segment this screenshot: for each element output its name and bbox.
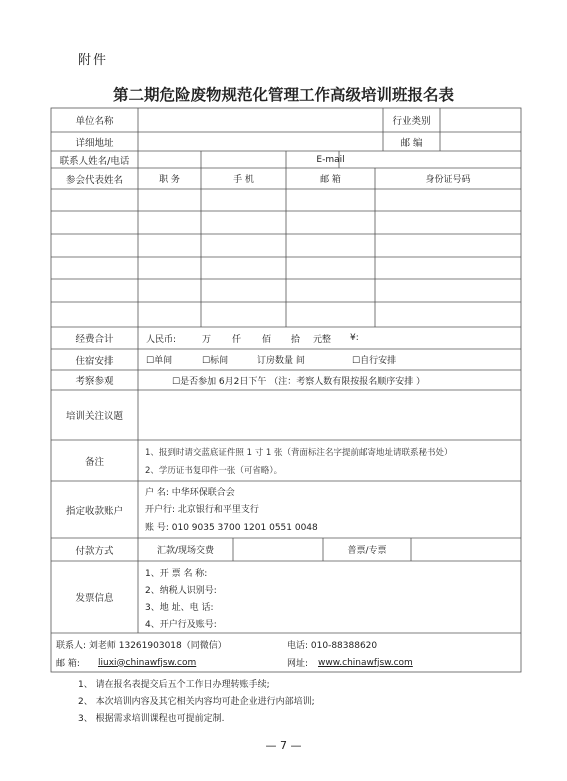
postcode-label: 邮 编 [400, 137, 423, 149]
contact-web-prefix: 网址: [287, 659, 309, 669]
account-name: 户 名: 中华环保联合会 [145, 488, 235, 498]
attachment-label: 附件 [78, 53, 109, 68]
lodging-standard-checkbox[interactable]: ☐标间 [202, 356, 229, 366]
lodging-room-count: 订房数量 间 [257, 356, 305, 366]
fee-yuan: 元整 [313, 334, 332, 345]
id-number-label: 身份证号码 [425, 175, 471, 185]
rep-name-label: 参会代表姓名 [65, 174, 123, 186]
remark-line-1: 1、报到时请交蓝底证件照 1 寸 1 张（背面标注名字提前邮寄地址请联系秘书处） [145, 448, 453, 458]
invoice-type: 普票/专票 [347, 546, 387, 556]
contact-web-link[interactable]: www.chinawfjsw.com [318, 657, 413, 668]
note-3: 3、 根据需求培训课程也可提前定制. [78, 713, 225, 724]
lodging-single-checkbox[interactable]: ☐单间 [146, 356, 173, 366]
fee-wan: 万 [202, 334, 212, 345]
contact-label: 联系人姓名/电话 [59, 155, 130, 167]
mobile-label: 手 机 [233, 175, 254, 185]
contact-email-link[interactable]: liuxi@chinawfjsw.com [98, 657, 197, 668]
remark-line-2: 2、学历证书复印件一张（可省略）。 [145, 466, 283, 476]
remarks-label: 备注 [84, 456, 104, 468]
fee-bai: 佰 [262, 334, 272, 345]
note-1: 1、 请在报名表提交后五个工作日办理转账手续; [78, 679, 270, 690]
account-bank: 开户行: 北京银行和平里支行 [145, 505, 259, 515]
account-label: 指定收款账户 [65, 505, 123, 517]
contact-phone: 电话: 010-88388620 [287, 641, 378, 651]
fee-yen: ¥: [350, 333, 359, 343]
contact-person: 联系人: 刘老师 13261903018（同微信） [56, 641, 227, 651]
invoice-line-1: 1、开 票 名 称: [145, 569, 208, 579]
lodging-label: 住宿安排 [75, 355, 114, 367]
position-label: 职 务 [159, 175, 180, 185]
industry-label: 行业类别 [392, 116, 431, 127]
page-number: — 7 — [265, 739, 302, 752]
lodging-self-checkbox[interactable]: ☐自行安排 [352, 356, 397, 366]
topics-label: 培训关注议题 [65, 411, 123, 422]
address-label: 详细地址 [75, 137, 114, 149]
note-2: 2、 本次培训内容及其它相关内容均可赴企业进行内部培训; [78, 696, 315, 707]
contact-email-prefix: 邮 箱: [56, 659, 80, 669]
invoice-line-2: 2、纳税人识别号: [145, 586, 217, 596]
payment-transfer: 汇款/现场交费 [156, 546, 215, 556]
invoice-label: 发票信息 [75, 593, 114, 604]
visit-label: 考察参观 [75, 376, 114, 387]
invoice-line-4: 4、开户行及账号: [145, 620, 217, 630]
invoice-line-3: 3、地 址、电 话: [145, 603, 214, 613]
unit-name-label: 单位名称 [75, 116, 114, 127]
fee-rmb: 人民币: [146, 334, 177, 345]
payment-label: 付款方式 [75, 545, 114, 557]
form-title: 第二期危险废物规范化管理工作高级培训班报名表 [112, 86, 454, 104]
visit-text[interactable]: ☐是否参加 6月2日下午 （注：考察人数有限按报名顺序安排 ） [172, 376, 426, 387]
fee-shi: 拾 [291, 334, 301, 345]
email-label: E-mail [316, 154, 345, 165]
mailbox-label: 邮 箱 [320, 175, 341, 185]
fee-qian: 仟 [232, 334, 242, 345]
account-number: 账 号: 010 9035 3700 1201 0551 0048 [145, 523, 318, 533]
fee-label: 经费合计 [75, 334, 114, 345]
